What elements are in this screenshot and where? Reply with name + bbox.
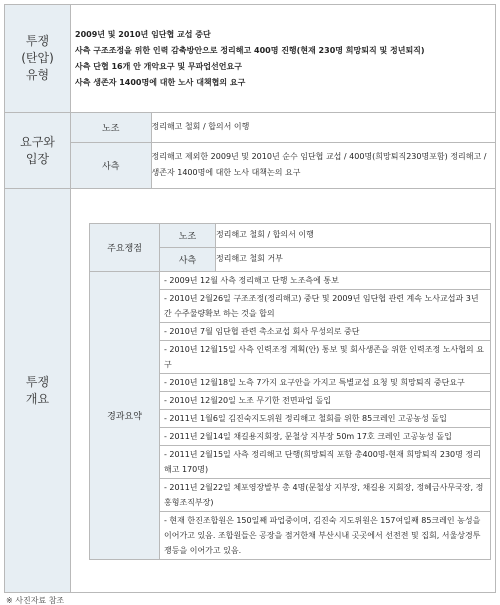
- overview-cell: [71, 189, 496, 593]
- overview-row: [5, 189, 496, 593]
- event-item: - 2010년 12월15일 사측 인력조정 계획(안) 통보 및 회사생존을 위한 인력조정 노사협의 요구: [160, 340, 490, 373]
- demand-company-row: [71, 142, 495, 188]
- type-item: 사측 구조조정을 위한 인력 감축방안으로 정리해고 400명 진행(현재 230명 희망퇴직 및 정년퇴직): [75, 45, 425, 55]
- overview-inner-table: [89, 223, 491, 560]
- demand-cell: [71, 113, 496, 189]
- type-item: 사측 단협 16개 안 개악요구 및 무파업선언요구: [75, 61, 242, 71]
- issue-union-row: [90, 223, 491, 247]
- type-header-line-2: (탄압): [21, 51, 54, 65]
- demand-header-line-2: 입장: [25, 151, 50, 166]
- event-item: - 2010년 7월 임단협 관련 촉소교섭 회사 무성의로 중단: [160, 322, 490, 340]
- type-header-line-1: 투쟁: [25, 34, 50, 48]
- type-item: 사측 생존자 1400명에 대한 노사 대책협의 요구: [75, 77, 246, 87]
- issues-label: 주요쟁점: [90, 223, 160, 271]
- issue-union-label: 노조: [160, 223, 216, 247]
- event-item: - 2010년 12월18일 노측 7가지 요구안을 가지고 특별교섭 요청 및 희망퇴직 중단요구: [160, 373, 490, 391]
- type-item: 2009년 및 2010년 임단협 교섭 중단: [75, 29, 211, 39]
- demand-union-text: 정리해고 철회 / 합의서 이행: [151, 113, 495, 142]
- type-items: [71, 5, 496, 113]
- dispute-summary-table: [4, 4, 496, 593]
- footnote: ※ 사진자료 참조: [6, 596, 65, 605]
- overview-header-line-1: 투쟁: [25, 374, 50, 389]
- demand-company-label: 사측: [71, 142, 151, 188]
- demand-company-text: 정리해고 제외한 2009년 및 2010년 순수 임단협 교섭 / 400명(희망퇴직230명포함) 정리해고 / 생존자 1400명에 대한 노사 대책논의 요구: [151, 142, 495, 188]
- event-item: - 2011년 1월6일 김진숙지도위원 정리해고 철회를 위한 85크레인 고공농성 돌입: [160, 409, 490, 427]
- issue-company-text: 정리해고 철회 거부: [216, 247, 491, 271]
- overview-header: [5, 189, 71, 593]
- event-item: - 2010년 2월26일 구조조정(정리해고) 중단 및 2009년 임단협 관련 계속 노사교섭과 3년간 수주물량확보 하는 것을 합의: [160, 289, 490, 322]
- event-item: - 2011년 2월22일 체포영장발부 총 4명(문철상 지부장, 채길용 지회장, 정혜금사무국장, 정홍형조직부장): [160, 478, 490, 511]
- demand-row: [5, 113, 496, 189]
- type-header-line-3: 유형: [25, 68, 50, 82]
- type-row: [5, 5, 496, 113]
- type-header: [5, 5, 71, 113]
- event-item: - 2009년 12월 사측 정리해고 단행 노조측에 통보: [164, 275, 339, 285]
- summary-events: [160, 271, 491, 559]
- issue-union-text: 정리해고 철회 / 합의서 이행: [216, 223, 491, 247]
- event-item: - 2010년 12월20일 노조 무기한 전면파업 돌입: [160, 391, 490, 409]
- demand-header: [5, 113, 71, 189]
- event-item: - 2011년 2월14일 채길용지회장, 문철상 지부장 50m 17호 크레인 고공농성 돌입: [160, 427, 490, 445]
- event-item: - 현재 한진조합원은 150일째 파업중이며, 김진숙 지도위원은 157여일째 85크레인 농성을 이어가고 있음. 조합원들은 공장을 점거한채 부산시내 곳곳에서 선전전 및 집회, 서울상경투쟁등을 이어가고 있음.: [160, 511, 490, 559]
- demand-union-row: [71, 113, 495, 142]
- event-item: - 2011년 2월15일 사측 정리해고 단행(희망퇴직 포함 총400명-현재 희망퇴직 230명 정리해고 170명): [160, 445, 490, 478]
- demand-header-line-1: 요구와: [20, 134, 55, 149]
- issue-company-label: 사측: [160, 247, 216, 271]
- summary-row: [90, 271, 491, 559]
- demand-union-label: 노조: [71, 113, 151, 142]
- overview-header-line-2: 개요: [25, 391, 50, 406]
- summary-label: 경과요약: [90, 271, 160, 559]
- demand-inner-table: [71, 113, 495, 188]
